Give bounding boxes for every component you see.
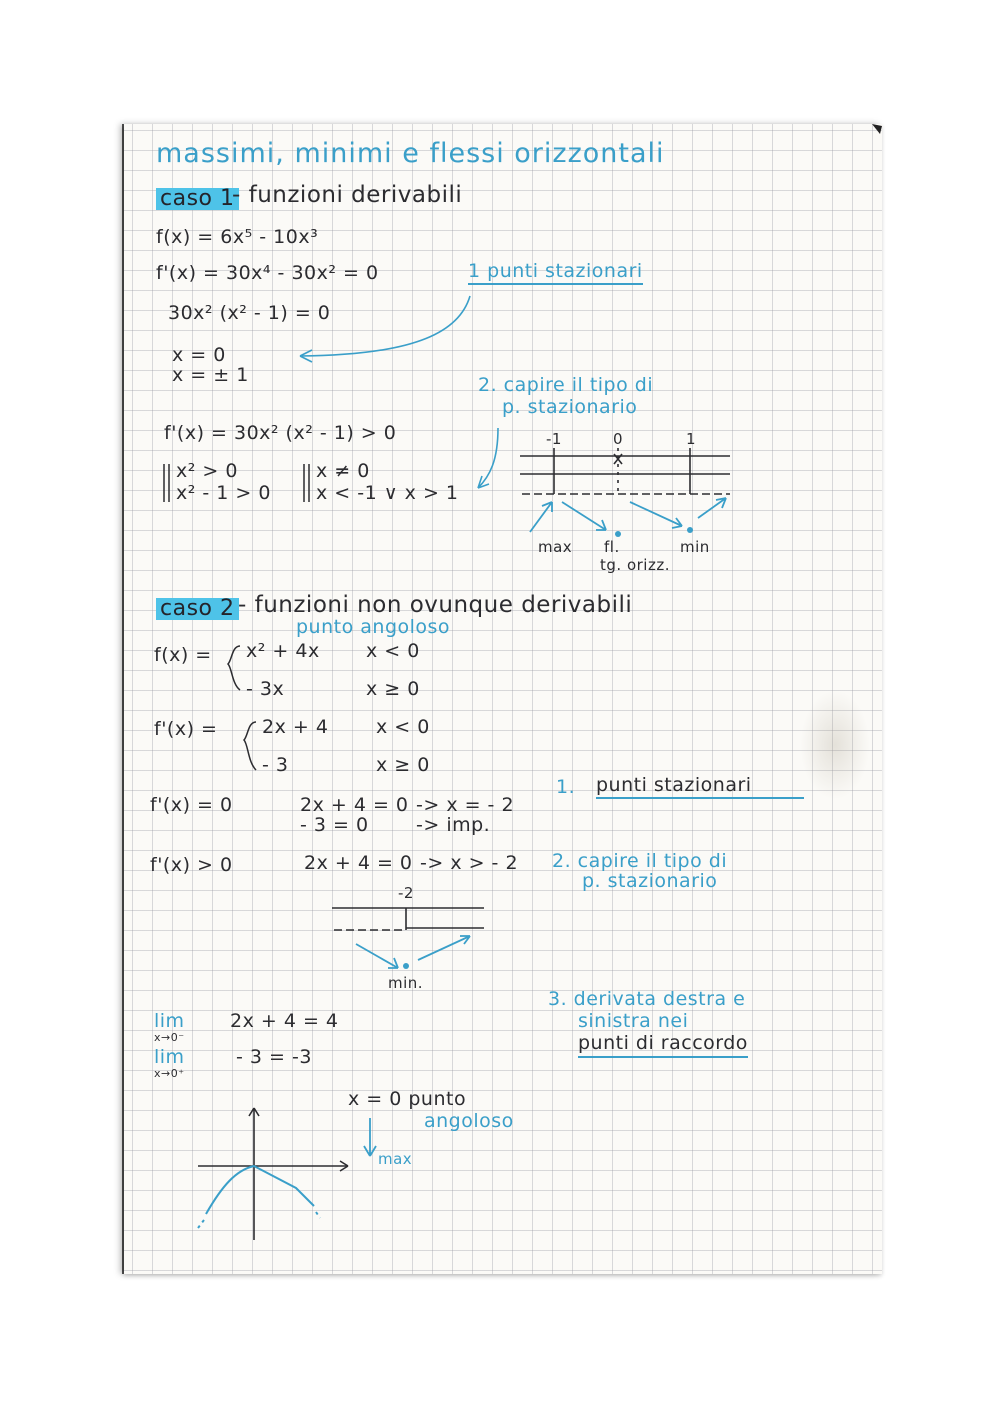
case2-eq0-b: - 3 = 0 <box>300 814 369 836</box>
page-title: massimi, minimi e flessi orizzontali <box>156 138 665 169</box>
label-fl: fl. <box>604 538 620 556</box>
sign-tick-0: 0 <box>613 430 624 448</box>
case2-eq0-a-res: -> x = - 2 <box>416 794 515 816</box>
case2-fp-top-cond: x < 0 <box>376 716 430 738</box>
case2-step1 <box>596 776 804 799</box>
page-corner-mark <box>872 124 882 134</box>
case2-eq0-a: 2x + 4 = 0 <box>300 794 409 816</box>
sign-chart-case2-arrows <box>356 936 470 968</box>
sign-tick-1: 1 <box>686 430 697 448</box>
case1-f: f(x) = 6x⁵ - 10x³ <box>156 226 319 248</box>
label-min-2: min. <box>388 974 424 992</box>
case1-fprime: f'(x) = 30x⁴ - 30x² = 0 <box>156 262 379 284</box>
case2-lim2-sub: x→0⁺ <box>154 1067 185 1080</box>
case2-step2a: 2. capire il tipo di <box>552 850 728 872</box>
case2-f-bot: - 3x <box>246 678 285 700</box>
case1-step2a: 2. capire il tipo di <box>478 374 654 396</box>
case2-fp-lhs: f'(x) = <box>154 718 218 740</box>
case2-lim2-expr: - 3 = -3 <box>236 1046 312 1068</box>
fl-point <box>615 531 621 537</box>
case2-lim1-expr: 2x + 4 = 4 <box>230 1010 339 1032</box>
case2-fp-top: 2x + 4 <box>262 716 329 738</box>
case2-label: caso 2 <box>156 598 239 620</box>
case2-subheading: punto angoloso <box>296 616 451 638</box>
case1-sys1a: x² > 0 <box>176 460 238 482</box>
case2-step1-words: punti stazionari <box>596 774 752 796</box>
brace-f <box>228 646 240 690</box>
case2-lim1-sub: x→0⁻ <box>154 1031 185 1044</box>
case2-gt0-a-res: -> x > - 2 <box>420 852 519 874</box>
label-min: min <box>680 538 710 556</box>
sign-chart-case1-arrows <box>530 498 726 532</box>
sign-chart-case2 <box>332 908 484 930</box>
case1-inequality: f'(x) = 30x² (x² - 1) > 0 <box>164 422 397 444</box>
angle-label2: angoloso <box>424 1110 514 1132</box>
case1-factor: 30x² (x² - 1) = 0 <box>168 302 331 324</box>
label-max: max <box>538 538 573 556</box>
case1-heading: - funzioni derivabili <box>232 182 463 208</box>
case1-sys2b: x < -1 ∨ x > 1 <box>316 482 459 504</box>
case2-fp-bot-cond: x ≥ 0 <box>376 754 430 776</box>
case2-fp-bot: - 3 <box>262 754 289 776</box>
case2-step3b: sinistra nei <box>578 1010 689 1032</box>
case1-label: caso 1 <box>156 188 239 210</box>
case2-heading: - funzioni non ovunque derivabili <box>238 592 633 618</box>
case1-step1: 1 punti stazionari <box>468 262 643 285</box>
case2-step1-num: 1. <box>556 776 576 798</box>
case1-sys1b: x² - 1 > 0 <box>176 482 271 504</box>
case2-f-top: x² + 4x <box>246 640 320 662</box>
case1-root1: x = 0 <box>172 344 226 366</box>
angle-max: max <box>378 1150 413 1168</box>
sign-tick-minus1: -1 <box>546 430 562 448</box>
case2-step3c-text: punti di raccordo <box>578 1032 748 1058</box>
case2-eq0-b-res: -> imp. <box>416 814 491 836</box>
case2-eq0-lhs: f'(x) = 0 <box>150 794 233 816</box>
case2-lim2: lim <box>154 1046 185 1068</box>
axes-sketch <box>198 1108 348 1240</box>
case2-step2b: p. stazionario <box>582 870 718 892</box>
case2-lim1: lim <box>154 1010 185 1032</box>
case2-f-lhs: f(x) = <box>154 644 212 666</box>
sign-chart-case1 <box>520 448 730 494</box>
function-curve <box>206 1166 314 1214</box>
label-tg-orizz: tg. orizz. <box>600 556 670 574</box>
case2-gt0-a: 2x + 4 = 0 <box>304 852 413 874</box>
case2-step3a: 3. derivata destra e <box>548 988 746 1010</box>
arrow-to-max <box>364 1118 376 1156</box>
curve-dots <box>198 1212 320 1228</box>
case2-f-top-cond: x < 0 <box>366 640 420 662</box>
case1-sys2a: x ≠ 0 <box>316 460 370 482</box>
case2-step3c <box>578 1034 748 1053</box>
case2-gt0-lhs: f'(x) > 0 <box>150 854 233 876</box>
brace-fprime <box>244 722 256 770</box>
angle-label1: x = 0 punto <box>348 1088 467 1110</box>
case1-step2b: p. stazionario <box>502 396 638 418</box>
min-point-2 <box>403 963 409 969</box>
case1-root2: x = ± 1 <box>172 364 249 386</box>
min-point <box>687 527 693 533</box>
case2-f-bot-cond: x ≥ 0 <box>366 678 420 700</box>
sign-tick-minus2: -2 <box>398 884 414 902</box>
